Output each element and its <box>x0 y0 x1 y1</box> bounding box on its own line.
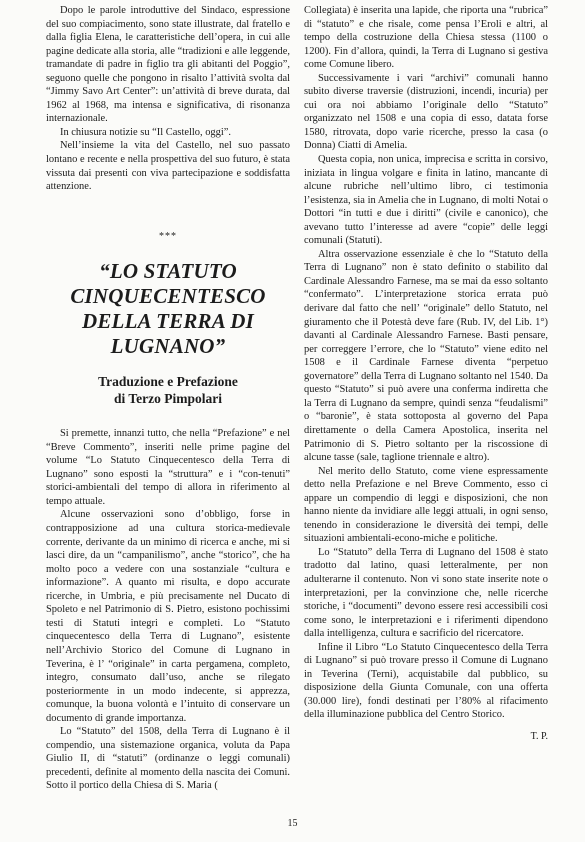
article-title: “LO STATUTO CINQUECENTESCO DELLA TERRA DI LUGNANO” <box>70 259 266 359</box>
subtitle-line: Traduzione e Prefazione <box>98 374 238 390</box>
article-paragraph: Successivamente i vari “archivi” comunali hanno subito diverse traversie (distruzioni, incendi, incuria) per cui ora noi abbiamo l’originale dello “Statuto” organizzato nel 1508 e una copia di esso, datata forse 1580, ritrovata, dopo varie ricerche, presso la casa (o Donna) Ciatti di Amelia. <box>304 72 548 152</box>
author-line: di Terzo Pimpolari <box>114 391 222 407</box>
article-paragraph: Questa copia, non unica, imprecisa e scritta in corsivo, iniziata in lingua volgare e finita in latino, mancante di alcune rubriche nell’ultimo libro, ci testimonia l’esistenza, sia in Amelia che in Lugnano, di molti Notai o Dottori “in tutti e due i diritti” (civile e canonico), che avevano tutto l’interesse ad avere “copie” delle leggi comunali (Statuti). <box>304 154 548 247</box>
article-paragraph: Altra osservazione essenziale è che lo “Statuto della Terra di Lugnano” non è stato definito o stabilito dal Cardinale Alessandro Farnese, ma se mai da esso soltanto “confermato”. L’interpretazione storica errata può derivare dal fatto che nell’ “originale” dello Statuto, nel giuramento che il Potestà deve fare (Rub. IV, del Lib. 1°) davanti al Cardinale Alessandro Farnese. Basti pensare, per correggere l’errore, che lo “Statuto” viene edito nel 1508 e il Cardinale Farnese diventa “perpetuo governatore” della Terra di Lugnano soltanto nel 1540. Da questo “Statuto” si può avere una conferma indiretta che la Terra di Lugnano da sempre, quindi senza “feudalismi” o “baronie”, è stata sottoposta al governo del Papa direttamente o della Camera Apostolica, inserita nel Patrimonio di S. Pietro soltanto per la riscossione di alcune tasse (sale, taglione triennale e altro). <box>304 248 548 464</box>
author-signature: T. P. <box>530 730 548 742</box>
intro-paragraph: Nell’insieme la vita del Castello, nel suo passato lontano e recente e nella prospettiva del suo futuro, è stata vissuta dai presenti con viva partecipazione e soddisfatta attenzione. <box>46 140 290 193</box>
article-paragraph: Collegiata) è inserita una lapide, che riporta una “rubrica” di “statuto” e che risale, come pensa l’Eroli e altri, al tempo della costruzione della Chiesa stessa (1100 o 1200). Fin d’allora, quindi, la Terra di Lugnano si gestiva come Comune libero. <box>304 5 548 71</box>
article-subtitle <box>46 373 290 407</box>
page-number: 15 <box>287 818 298 829</box>
article-paragraph: Si premette, innanzi tutto, che nella “Prefazione” e nel “Breve Commento”, inseriti nelle prime pagine del volume “Lo Statuto Cinquecentesco della Terra di Lugnano” sono esposti la “struttura” e i “con-tenuti” storici-ambientali del tempo di allora in riferimento al tempo attuale. <box>46 428 290 507</box>
section-divider: *** <box>159 230 177 242</box>
article-paragraph: Lo “Statuto” del 1508, della Terra di Lugnano è il compendio, una sistemazione organica, voluta da Papa Giulio II, di “statuti” (ordinanze o leggi comunali) precedenti, definite al momento della nascita dei Comuni. Sotto il portico della Chiesa di S. Maria ( <box>46 726 290 792</box>
article-paragraph: Alcune osservazioni sono d’obbligo, forse in contrapposizione ad una cultura storica-medievale corrente, derivante da un minimo di ricerca e anche, mi si lasci dire, da un “campanilismo”, anche “storico”, che ha molto poco a vedere con una sostanziale “cultura e informazione”. A quanto mi risulta, e dopo accurate ricerche, in Umbria, e più precisamente nel Ducato di Spoleto e nel Patrimonio di S. Pietro, esistono pochissimi testi di Statuti integri e completi. Lo “Statuto cinquecentesco della Terra di Lugnano”, esistente nell’Archivio Storico del Comune di Lugnano in Teverina, è l’ “originale” in carta pergamena, completo, integro, consumato dall’uso, anche se rilegato posteriormente in un modo indecente, si apprezza, comunque, la buona volontà e l’intuito di conservare un documento di grande importanza. <box>46 509 290 724</box>
right-column <box>304 4 548 744</box>
left-column <box>46 4 290 793</box>
article-paragraph: Infine il Libro “Lo Statuto Cinquecentesco della Terra di Lugnano” si può trovare presso il Comune di Lugnano in Teverina (Terni), acquistabile dal pubblico, su disposizione della Giunta Comunale, con una offerta (30.000 lire), fondi destinati per l’80% al rifacimento della illuminazione pubblica del Centro Storico. <box>304 641 548 721</box>
intro-paragraph: In chiusura notizie su “Il Castello, oggi”. <box>60 126 232 138</box>
intro-paragraph: Dopo le parole introduttive del Sindaco, espressione del suo compiacimento, sono state illustrate, dal fratello e dalla figlia Elena, le caratteristiche dell’opera, in cui alle pagine dedicate alla storia, alle “tradizioni e alle leggende, tramandate di padre in figlio tra gli abitanti del Poggio”, seguono quelle che pongono in risalto l’attività svolta dal “Jimmy Savo Art Center”: un’attività di breve durata, dal 1962 al 1968, ma intensa e significativa, di risonanza internazionale. <box>46 5 291 125</box>
article-paragraph: Nel merito dello Statuto, come viene espressamente detto nella Prefazione e nel Breve Commento, esso ci appare un compendio di leggi e disposizioni, che non hanno niente da invidiare alle leggi attuali, in ogni senso, tenendo in considerazione le diversità dei tempi, delle situazioni ambientali-econo-miche e politiche. <box>304 465 548 545</box>
article-paragraph: Lo “Statuto” della Terra di Lugnano del 1508 è stato tradotto dal latino, quasi letteralmente, per non adulterarne il contenuto. Non vi sono state inserite note o interpretazioni, per la convinzione che, nelle ricerche storiche, i “documenti” devono essere resi accessibili così come sono, le interpretazioni e i riferimenti dipendono dalla intelligenza, cultura e sacrificio del ricercatore. <box>304 546 548 640</box>
